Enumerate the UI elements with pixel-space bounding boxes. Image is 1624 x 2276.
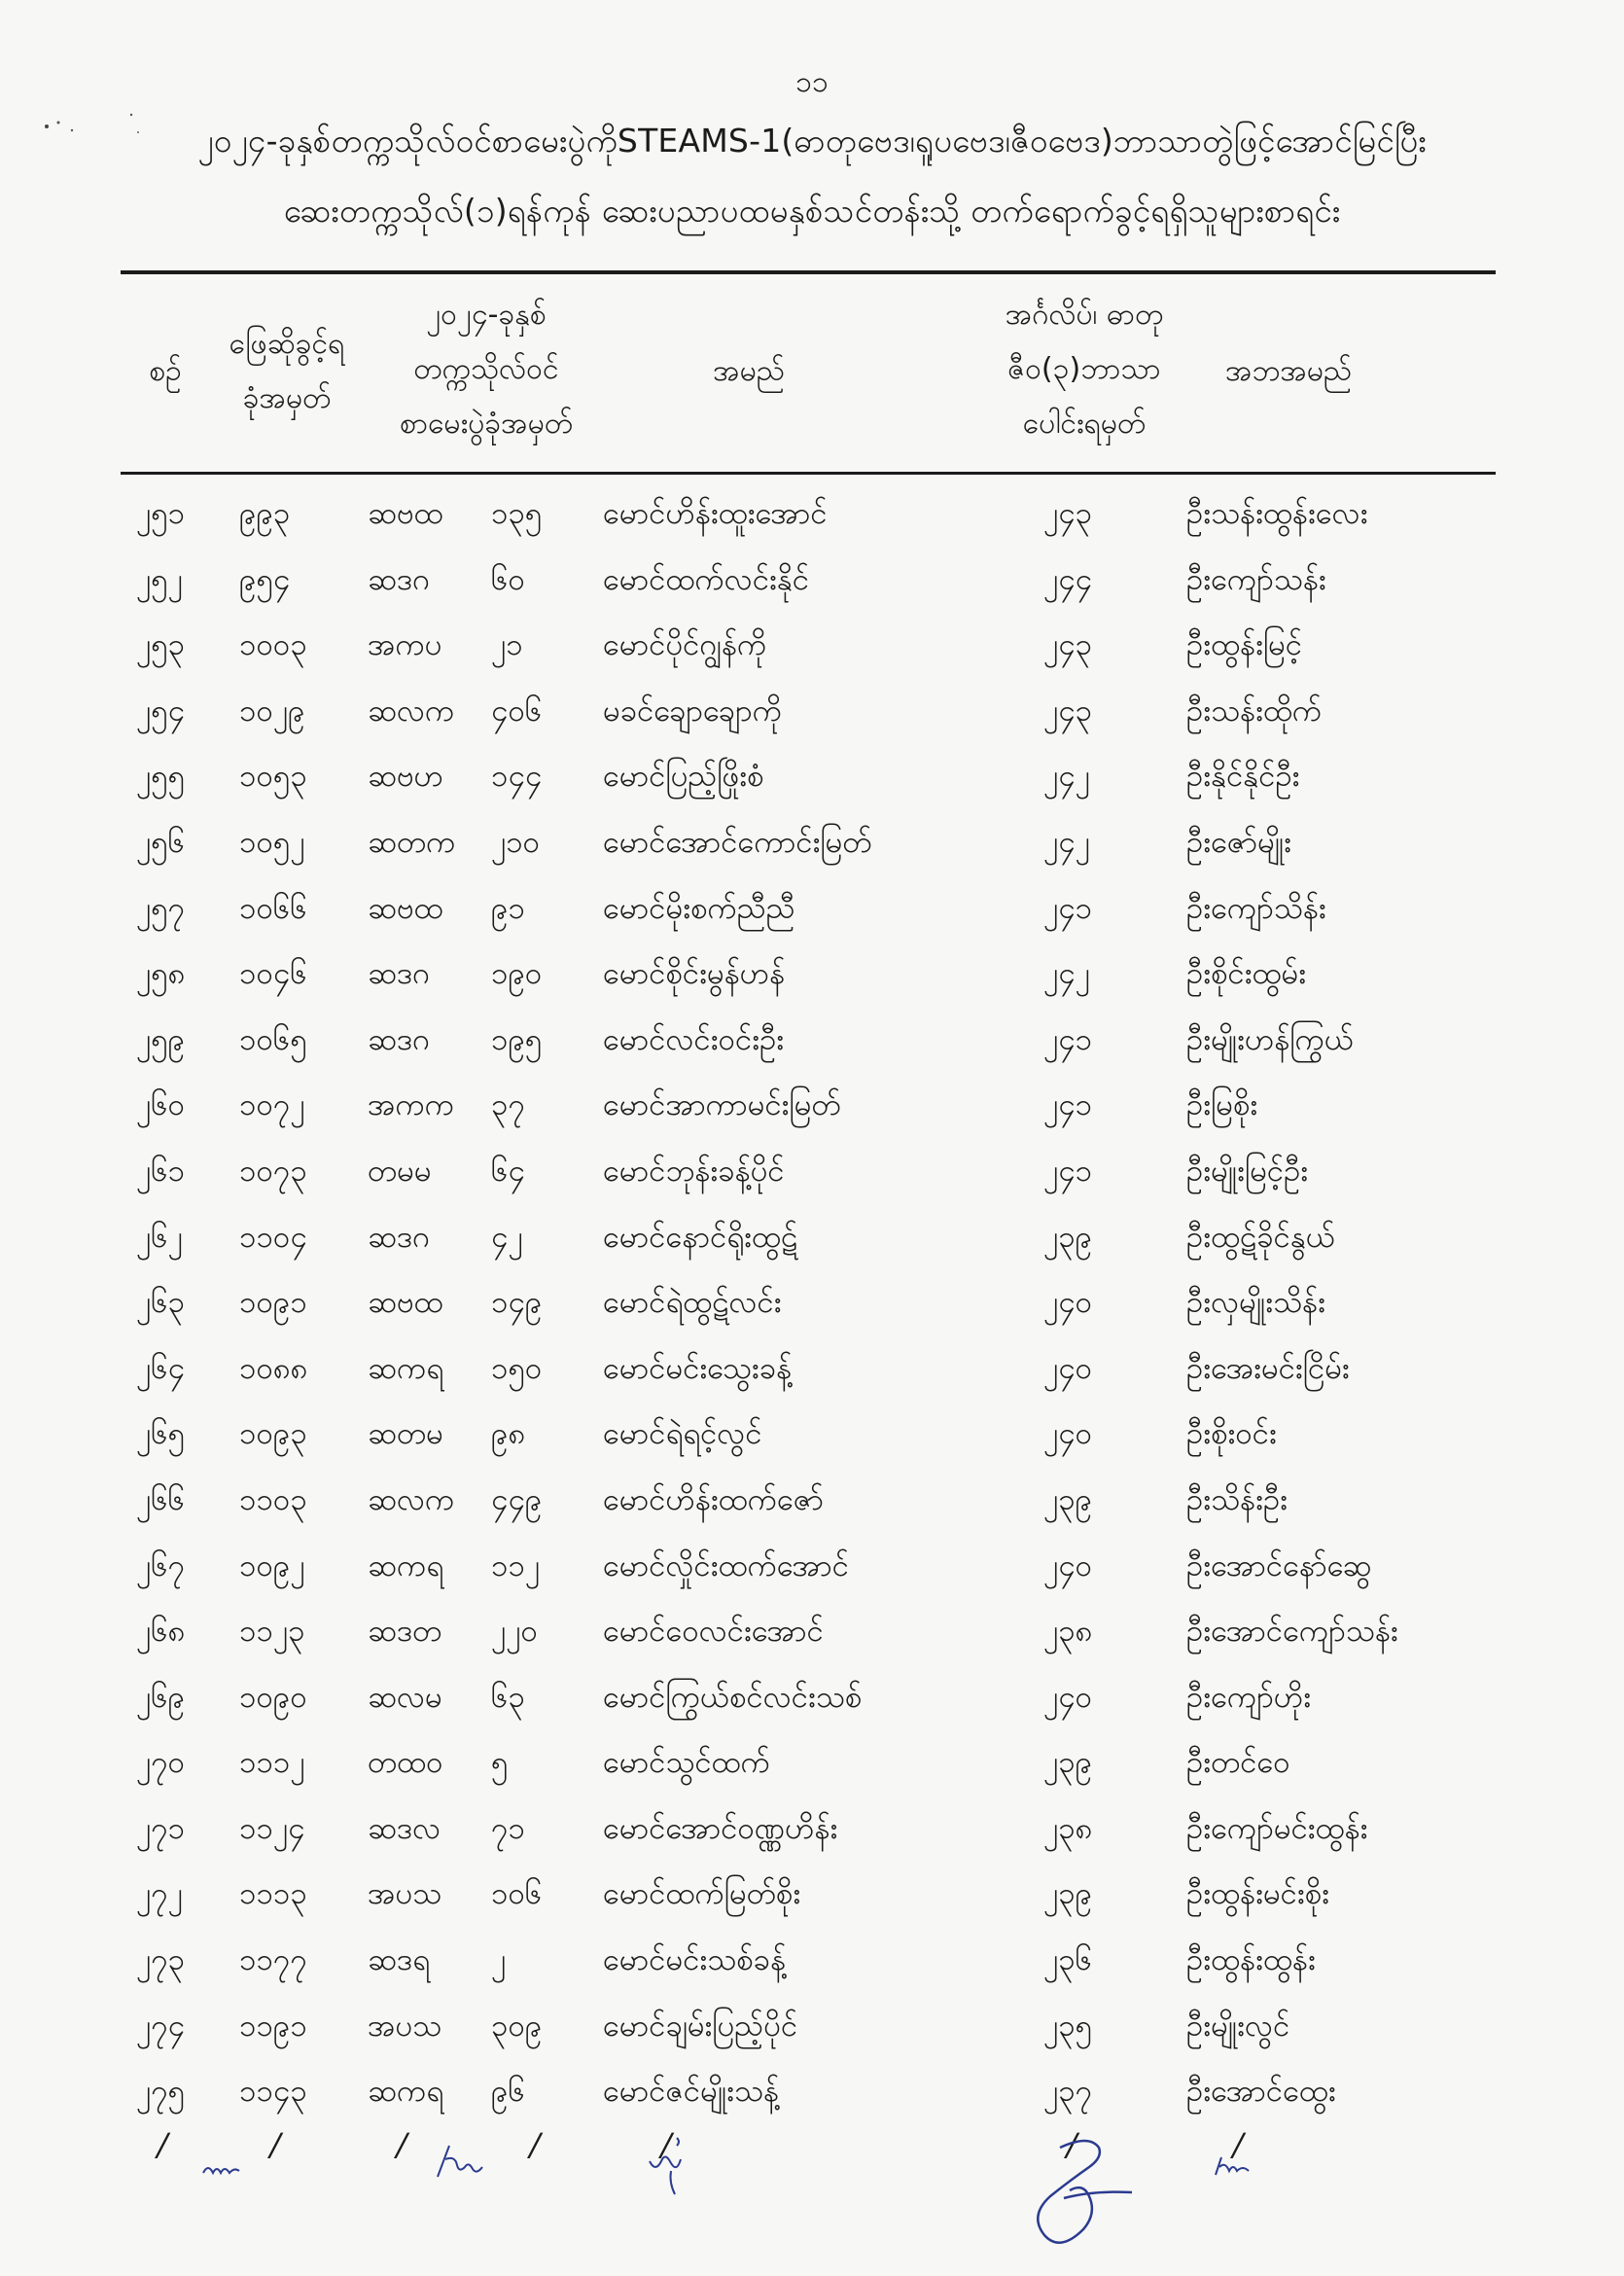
table-row	[0, 1144, 1624, 1210]
cell-serial: ၂၆၈	[136, 1614, 186, 1650]
cell-serial: ၂၆၁	[136, 1153, 186, 1189]
table-row	[0, 684, 1624, 750]
cell-score: ၂၃၈	[1043, 1810, 1093, 1846]
cell-exam-prefix: ဆဒဂ	[368, 1021, 430, 1057]
cell-admission: ၁၀၅၂	[239, 824, 305, 860]
table-row	[0, 1801, 1624, 1867]
cell-exam-number: ၁၃၅	[491, 496, 543, 531]
cell-admission: ၁၀၉၂	[239, 1547, 305, 1583]
cell-exam-number: ၄၂	[491, 1219, 523, 1255]
cell-serial: ၂၇၂	[136, 1876, 183, 1912]
check-slash-mark: /	[1062, 2126, 1081, 2163]
document-title-line-2: ဆေးတက္ကသိုလ်(၁)ရန်ကုန် ဆေးပညာပထမနှစ်သင်တန်းသို့ တက်ရောက်ခွင့်ရရှိသူများစာရင်း	[283, 192, 1341, 230]
cell-score: ၂၃၈	[1043, 1614, 1093, 1650]
cell-serial: ၂၅၅	[136, 759, 186, 795]
cell-father: ဦးထွန်းထွန်း	[1186, 1942, 1316, 1978]
cell-exam-prefix: ဆဒတ	[368, 1614, 442, 1650]
cell-exam-number: ၉၈	[491, 1416, 526, 1452]
table-row	[0, 1933, 1624, 1999]
cell-exam-number: ၂	[491, 1942, 507, 1978]
cell-score: ၂၄၀	[1043, 1350, 1093, 1386]
header-score-line-3: ပေါင်းရမှတ်	[1022, 407, 1147, 441]
table-row	[0, 486, 1624, 552]
cell-admission: ၁၀၀၃	[239, 627, 307, 663]
cell-serial: ၂၅၂	[136, 561, 183, 597]
header-score-line-2: ဇီဝ(၃)ဘာသာ	[1007, 352, 1161, 386]
cell-name: မောင်မင်းသွေးခန့်	[603, 1350, 793, 1386]
table-row	[0, 2064, 1624, 2130]
header-score-line-1: အင်္ဂလိပ်၊ ဓာတု	[1005, 298, 1164, 332]
table-row	[0, 946, 1624, 1013]
cell-admission: ၁၁၇၇	[239, 1942, 307, 1978]
cell-serial: ၂၅၁	[136, 496, 186, 531]
cell-serial: ၂၅၃	[136, 627, 186, 663]
cell-admission: ၁၁၂၃	[239, 1614, 305, 1650]
cell-name: မောင်အောင်ကောင်းမြတ်	[603, 824, 872, 860]
cell-father: ဦးလှမျိုးသိန်း	[1186, 1285, 1325, 1321]
cell-exam-prefix: ဆလမ	[368, 1679, 442, 1715]
table-top-rule	[121, 270, 1496, 274]
check-slash-mark: /	[153, 2126, 172, 2163]
cell-exam-prefix: တမမ	[368, 1153, 432, 1189]
cell-father: ဦးဇော်မျိုး	[1186, 824, 1292, 860]
cell-score: ၂၃၇	[1043, 2074, 1093, 2110]
cell-exam-prefix: အကပ	[368, 627, 442, 663]
cell-admission: ၁၀၆၅	[239, 1021, 307, 1057]
cell-exam-number: ၆၃	[491, 1679, 525, 1715]
cell-exam-prefix: ဆကရ	[368, 2074, 444, 2110]
table-row	[0, 1670, 1624, 1736]
cell-serial: ၂၆၇	[136, 1547, 186, 1583]
cell-exam-number: ၅	[491, 1745, 509, 1781]
cell-exam-number: ၁၄၄	[491, 759, 543, 795]
cell-name: မောင်ရဲထွဋ်လင်း	[603, 1285, 782, 1321]
cell-father: ဦးသန်းထွန်းလေး	[1186, 496, 1368, 531]
document-title-line-1: ၂၀၂၄-ခုနှစ်တက္ကသိုလ်ဝင်စာမေးပွဲကိုSTEAMS-1(ဓာတုဗေဒ၊ရူပဗေဒ၊ဇီဝဗေဒ)ဘာသာတွဲဖြင့်အောင်မြင်ပြီး	[197, 122, 1427, 160]
cell-admission: ၁၀၇၃	[239, 1153, 307, 1189]
header-exam-roll	[370, 288, 603, 451]
cell-name: မောင်လင်းဝင်းဦး	[603, 1021, 785, 1057]
cell-serial: ၂၅၉	[136, 1021, 186, 1057]
cell-admission: ၁၁၉၁	[239, 2008, 307, 2044]
check-slash-mark: /	[392, 2126, 411, 2163]
cell-father: ဦးထွန်းမြင့်	[1186, 627, 1303, 663]
header-exam-line-2: တက္ကသိုလ်ဝင်	[413, 352, 559, 386]
cell-name: မောင်စိုင်းမွန်ဟန်	[603, 956, 786, 992]
cell-admission: ၁၁၀၄	[239, 1219, 307, 1255]
cell-admission: ၁၀၄၆	[239, 956, 307, 992]
check-slash-mark: /	[265, 2126, 285, 2163]
cell-serial: ၂၆၀	[136, 1087, 186, 1123]
cell-exam-prefix: ဆဒဂ	[368, 1219, 430, 1255]
cell-admission: ၁၀၂၉	[239, 693, 305, 729]
header-exam-line-3: စာမေးပွဲခုံအမှတ်	[399, 407, 574, 441]
initial-signature	[1212, 2153, 1270, 2183]
cell-exam-prefix: အကက	[368, 1087, 455, 1123]
cell-score: ၂၄၃	[1043, 693, 1093, 729]
cell-father: ဦးသိန်းဦး	[1186, 1481, 1289, 1517]
cell-score: ၂၄၀	[1043, 1679, 1093, 1715]
cell-exam-prefix: အပသ	[368, 2008, 442, 2044]
cell-score: ၂၄၁	[1043, 890, 1093, 926]
initial-signature	[428, 2138, 496, 2187]
cell-father: ဦးကျော်ဟိုး	[1186, 1679, 1312, 1715]
cell-exam-prefix: ဆဗထ	[368, 1285, 443, 1321]
cell-admission: ၉၅၄	[239, 561, 291, 597]
initial-signature	[644, 2132, 702, 2200]
cell-score: ၂၃၉	[1043, 1481, 1093, 1517]
header-admission-line-2: ခုံအမှတ်	[242, 381, 332, 415]
table-row	[0, 1604, 1624, 1670]
cell-exam-number: ၃၇	[491, 1087, 525, 1123]
cell-admission: ၁၁၁၂	[239, 1745, 305, 1781]
cell-admission: ၉၉၃	[239, 496, 291, 531]
cell-name: မောင်ရဲရင့်လွင်	[603, 1416, 762, 1452]
table-row	[0, 749, 1624, 815]
cell-father: ဦးသန်းထိုက်	[1186, 693, 1323, 729]
cell-exam-number: ၄၀၆	[491, 693, 543, 729]
cell-exam-prefix: ဆတက	[368, 824, 456, 860]
cell-exam-number: ၁၉၀	[491, 956, 543, 992]
cell-name: မောင်လှိုင်းထက်အောင်	[603, 1547, 849, 1583]
header-name-text: အမည်	[713, 354, 785, 388]
header-total-score	[948, 288, 1220, 451]
cell-exam-number: ၄၄၉	[491, 1481, 543, 1517]
table-row	[0, 1867, 1624, 1933]
cell-father: ဦးစိုးဝင်း	[1186, 1416, 1277, 1452]
cell-name: မောင်အောင်ဝဏ္ဏဟိန်း	[603, 1810, 838, 1846]
table-row	[0, 1735, 1624, 1801]
header-exam-line-1: ၂၀၂၄-ခုနှစ်	[426, 298, 547, 332]
table-row	[0, 1078, 1624, 1144]
cell-father: ဦးနိုင်နိုင်ဦး	[1186, 759, 1300, 795]
cell-serial: ၂၆၂	[136, 1219, 183, 1255]
cell-admission: ၁၀၇၂	[239, 1087, 305, 1123]
cell-exam-prefix: ဆလက	[368, 693, 455, 729]
cell-exam-prefix: ဆတမ	[368, 1416, 443, 1452]
header-name	[603, 344, 895, 399]
cell-exam-number: ၁၅၀	[491, 1350, 543, 1386]
cell-father: ဦးအောင်ထွေး	[1186, 2074, 1336, 2110]
table-row	[0, 1210, 1624, 1276]
cell-name: မောင်မင်းသစ်ခန့်	[603, 1942, 787, 1978]
table-row	[0, 1341, 1624, 1407]
cell-father: ဦးမျိုးလွင်	[1186, 2008, 1290, 2044]
cell-father: ဦးထွဋ်ခိုင်နွယ်	[1186, 1219, 1335, 1255]
cell-admission: ၁၁၁၃	[239, 1876, 307, 1912]
cell-exam-prefix: ဆဒဂ	[368, 561, 430, 597]
cell-name: မောင်မိုးစက်ညီညီ	[603, 890, 795, 926]
cell-serial: ၂၅၄	[136, 693, 186, 729]
cell-admission: ၁၀၉၁	[239, 1285, 307, 1321]
cell-name: မောင်ဇင်မျိုးသန့်	[603, 2074, 780, 2110]
cell-score: ၂၄၀	[1043, 1285, 1093, 1321]
cell-exam-number: ၉၁	[491, 890, 525, 926]
cell-exam-number: ၇၁	[491, 1810, 525, 1846]
cell-admission: ၁၀၈၈	[239, 1350, 308, 1386]
cell-exam-number: ၁၀၆	[491, 1876, 543, 1912]
cell-name: မောင်နောင်ရိုးထွဋ်	[603, 1219, 798, 1255]
cell-father: ဦးကျော်မင်းထွန်း	[1186, 1810, 1368, 1846]
cell-admission: ၁၁၂၄	[239, 1810, 305, 1846]
cell-admission: ၁၁၄၃	[239, 2074, 307, 2110]
cell-father: ဦးထွန်းမင်းစိုး	[1186, 1876, 1330, 1912]
cell-name: မောင်ကြွယ်စင်လင်းသစ်	[603, 1679, 863, 1715]
cell-exam-prefix: တထဝ	[368, 1745, 443, 1781]
cell-exam-prefix: ဆဒဂ	[368, 956, 430, 992]
header-serial-text: စဉ်	[149, 354, 182, 388]
table-row	[0, 1473, 1624, 1539]
header-father-name	[1182, 344, 1395, 399]
cell-serial: ၂၅၈	[136, 956, 186, 992]
table-row	[0, 815, 1624, 881]
cell-score: ၂၄၂	[1043, 759, 1090, 795]
cell-father: ဦးကျော်သိန်း	[1186, 890, 1326, 926]
header-admission-line-1: ဖြေဆိုခွင့်ရ	[229, 327, 345, 361]
table-row	[0, 1539, 1624, 1605]
cell-exam-number: ၉၆	[491, 2074, 525, 2110]
cell-exam-prefix: ဆဒလ	[368, 1810, 441, 1846]
cell-exam-number: ၁၉၅	[491, 1021, 543, 1057]
cell-serial: ၂၆၉	[136, 1679, 186, 1715]
cell-exam-prefix: ဆလက	[368, 1481, 455, 1517]
cell-father: ဦးကျော်သန်း	[1186, 561, 1326, 597]
cell-father: ဦးစိုင်းထွမ်း	[1186, 956, 1307, 992]
cell-father: ဦးတင်ဝေ	[1186, 1745, 1290, 1781]
cell-score: ၂၄၁	[1043, 1153, 1093, 1189]
cell-exam-number: ၃၀၉	[491, 2008, 543, 2044]
check-slash-mark: /	[525, 2126, 545, 2163]
check-slash-mark: /	[1228, 2126, 1248, 2163]
cell-name: မောင်ထက်မြတ်စိုး	[603, 1876, 801, 1912]
table-row	[0, 1013, 1624, 1079]
cell-admission: ၁၀၅၃	[239, 759, 307, 795]
table-header-rule	[121, 472, 1496, 475]
cell-score: ၂၄၂	[1043, 956, 1090, 992]
cell-exam-prefix: ဆကရ	[368, 1350, 444, 1386]
cell-name: မောင်အာကာမင်းမြတ်	[603, 1087, 841, 1123]
cell-admission: ၁၁၀၃	[239, 1481, 307, 1517]
table-row	[0, 1275, 1624, 1341]
cell-score: ၂၄၂	[1043, 824, 1090, 860]
cell-serial: ၂၇၃	[136, 1942, 186, 1978]
cell-serial: ၂၆၃	[136, 1285, 186, 1321]
cell-exam-number: ၁၄၉	[491, 1285, 543, 1321]
cell-exam-prefix: ဆကရ	[368, 1547, 444, 1583]
table-row	[0, 1406, 1624, 1473]
table-row	[0, 1999, 1624, 2065]
cell-admission: ၁၀၉၃	[239, 1416, 307, 1452]
cell-name: မောင်ဟိန်းထူးအောင်	[603, 496, 828, 531]
page-number: ၁၁	[795, 65, 829, 99]
initial-signature	[199, 2153, 258, 2183]
cell-serial: ၂၇၄	[136, 2008, 186, 2044]
cell-father: ဦးအေးမင်းငြိမ်း	[1186, 1350, 1350, 1386]
cell-serial: ၂၇၅	[136, 2074, 186, 2110]
cell-father: ဦးမြစိုး	[1186, 1087, 1258, 1123]
cell-exam-prefix: အပသ	[368, 1876, 442, 1912]
cell-exam-number: ၆၀	[491, 561, 525, 597]
cell-name: မောင်သွင်ထက်	[603, 1745, 770, 1781]
cell-score: ၂၄၀	[1043, 1416, 1093, 1452]
cell-score: ၂၄၃	[1043, 627, 1093, 663]
header-admission-number	[204, 317, 370, 426]
cell-serial: ၂၆၆	[136, 1481, 186, 1517]
check-slash-mark: /	[656, 2126, 676, 2163]
table-row	[0, 881, 1624, 947]
cell-name: မောင်ဘုန်းခန့်ပိုင်	[603, 1153, 785, 1189]
cell-serial: ၂၇၀	[136, 1745, 186, 1781]
cell-admission: ၁၀၆၆	[239, 890, 307, 926]
header-serial	[136, 344, 194, 399]
cell-score: ၂၄၁	[1043, 1021, 1093, 1057]
cell-exam-prefix: ဆဗထ	[368, 496, 443, 531]
cell-score: ၂၃၉	[1043, 1219, 1093, 1255]
table-row	[0, 618, 1624, 684]
cell-name: မောင်ပိုင်ဂျွန်ကို	[603, 627, 767, 663]
cell-score: ၂၃၉	[1043, 1745, 1093, 1781]
cell-score: ၂၃၅	[1043, 2008, 1093, 2044]
cell-exam-prefix: ဆဒရ	[368, 1942, 430, 1978]
cell-score: ၂၄၁	[1043, 1087, 1093, 1123]
cell-exam-number: ၁၁၂	[491, 1547, 541, 1583]
cell-name: မောင်ချမ်းပြည့်ပိုင်	[603, 2008, 798, 2044]
cell-name: မောင်ဝေလင်းအောင်	[603, 1614, 824, 1650]
cell-exam-number: ၆၄	[491, 1153, 525, 1189]
cell-exam-prefix: ဆဗထ	[368, 890, 443, 926]
cell-score: ၂၄၀	[1043, 1547, 1093, 1583]
cell-exam-number: ၂၂၀	[491, 1614, 538, 1650]
cell-father: ဦးအောင်ကျော်သန်း	[1186, 1614, 1398, 1650]
cell-name: မခင်ချောချောကို	[603, 693, 783, 729]
cell-serial: ၂၆၄	[136, 1350, 186, 1386]
table-body	[0, 486, 1624, 2130]
cell-serial: ၂၅၆	[136, 824, 186, 860]
cell-score: ၂၃၆	[1043, 1942, 1093, 1978]
cell-serial: ၂၆၅	[136, 1416, 186, 1452]
cell-name: မောင်ထက်လင်းနိုင်	[603, 561, 810, 597]
cell-father: ဦးမျိုးဟန်ကြွယ်	[1186, 1021, 1355, 1057]
header-father-text: အဘအမည်	[1224, 354, 1353, 388]
cell-admission: ၁၀၉၀	[239, 1679, 307, 1715]
handwritten-signature	[1021, 2128, 1147, 2264]
cell-score: ၂၄၃	[1043, 496, 1093, 531]
cell-exam-number: ၂၁၀	[491, 824, 541, 860]
cell-serial: ၂၇၁	[136, 1810, 186, 1846]
cell-father: ဦးမျိုးမြင့်ဦး	[1186, 1153, 1309, 1189]
cell-name: မောင်ပြည့်ဖြိုးစံ	[603, 759, 764, 795]
cell-name: မောင်ဟိန်းထက်ဇော်	[603, 1481, 825, 1517]
cell-father: ဦးအောင်နော်ဆွေ	[1186, 1547, 1372, 1583]
cell-exam-number: ၂၁	[491, 627, 523, 663]
cell-score: ၂၄၄	[1043, 561, 1093, 597]
table-row	[0, 552, 1624, 619]
cell-serial: ၂၅၇	[136, 890, 186, 926]
cell-score: ၂၃၉	[1043, 1876, 1093, 1912]
cell-exam-prefix: ဆဗဟ	[368, 759, 444, 795]
